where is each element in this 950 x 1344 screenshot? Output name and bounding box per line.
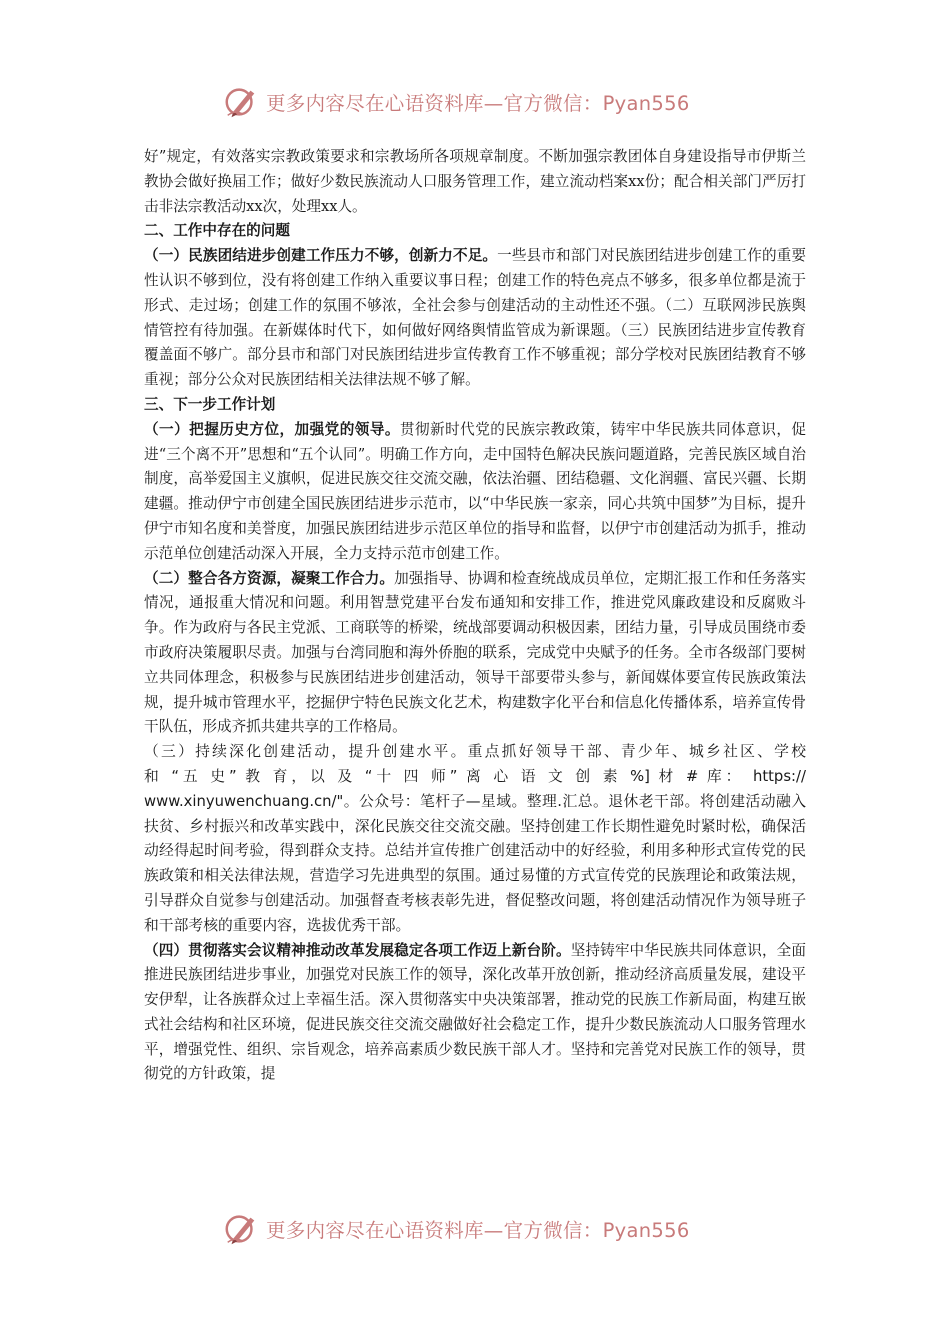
- paragraph-lead: （一）把握历史方位，加强党的领导。: [144, 420, 400, 438]
- paragraph: www.xinyuwenchuang.cn/"。公众号：笔杆子—星域。整理.汇总。退休老干部。将创建活动融入扶贫、乡村振兴和改革实践中，深化民族交往交流交融。坚持创建工作长期性避免时紧时松，确保活动经得起时间考验，得到群众支持。总结并宣传推广创建活动中的好经验，利用多种形式宣传党的民族政策和相关法律法规，营造学习先进典型的氛围。通过易懂的方式宣传党的民族理论和政策法规，引导群众自觉参与创建活动。加强督查考核表彰先进，督促整改问题，将创建活动情况作为领导班子和干部考核的重要内容，选拔优秀干部。: [144, 792, 806, 934]
- paragraph: （四）贯彻落实会议精神推动改革发展稳定各项工作迈上新台阶。坚持铸牢中华民族共同体意识，全面推进民族团结进步事业，加强党对民族工作的领导，深化改革开放创新，推动经济高质量发展，建设平安伊犁，让各族群众过上幸福生活。深入贯彻落实中央决策部署，推动党的民族工作新局面，构建互嵌式社会结构和社区环境，促进民族交往交流交融做好社会稳定工作，提升少数民族流动人口服务管理水平，增强党性、组织、宗旨观念，培养高素质少数民族干部人才。坚持和完善党对民族工作的领导，贯彻党的方针政策，提: [144, 941, 806, 1083]
- paragraph-lead: （二）整合各方资源，凝聚工作合力。: [144, 569, 395, 587]
- watermark-text: 更多内容尽在心语资料库—官方微信：Pyan556: [266, 92, 690, 115]
- header-watermark-banner: [222, 80, 742, 124]
- paragraph-lead: （一）民族团结进步创建工作压力不够，创新力不足。: [144, 247, 498, 265]
- footer-watermark-banner: [222, 1207, 742, 1251]
- document-body: [144, 145, 806, 1087]
- watermark-text: 更多内容尽在心语资料库—官方微信：Pyan556: [266, 1219, 690, 1242]
- paragraph: （二）整合各方资源，凝聚工作合力。加强指导、协调和检查统战成员单位，定期汇报工作和任务落实情况，通报重大情况和问题。利用智慧党建平台发布通知和安排工作，推进党风廉政建设和反腐败斗争。作为政府与各民主党派、工商联等的桥梁，统战部要调动积极因素，团结力量，引导成员围绕市委市政府决策履职尽责。加强与台湾同胞和海外侨胞的联系，完成党中央赋予的任务。全市各级部门要树立共同体理念，积极参与民族团结进步创建活动，领导干部要带头参与，新闻媒体要宣传民族政策法规，提升城市管理水平，挖掘伊宁特色民族文化艺术，构建数字化平台和信息化传播体系，培养宣传骨干队伍，形成齐抓共建共享的工作格局。: [144, 569, 806, 736]
- paragraph-line: 和 “五 史” 教 育，以 及 “十 四 师” 离 心 语 文 创 素 %] 材 # 库： https://: [144, 767, 806, 785]
- section-heading: 三、下一步工作计划: [144, 395, 276, 413]
- paragraph: （一）民族团结进步创建工作压力不够，创新力不足。一些县市和部门对民族团结进步创建工作的重要性认识不够到位，没有将创建工作纳入重要议事日程；创建工作的特色亮点不够多，很多单位都是流于形式、走过场；创建工作的氛围不够浓，全社会参与创建活动的主动性还不强。（二）互联网涉民族舆情管控有待加强。在新媒体时代下，如何做好网络舆情监管成为新课题。（三）民族团结进步宣传教育覆盖面不够广。部分县市和部门对民族团结进步宣传教育工作不够重视；部分学校对民族团结教育不够重视；部分公众对民族团结相关法律法规不够了解。: [144, 247, 806, 389]
- section-heading: 二、工作中存在的问题: [144, 222, 290, 240]
- paragraph: 好”规定，有效落实宗教政策要求和宗教场所各项规章制度。不断加强宗教团体自身建设指导市伊斯兰教协会做好换届工作；做好少数民族流动人口服务管理工作，建立流动档案xx份；配合相关部门严厉打击非法宗教活动xx次，处理xx人。: [144, 148, 806, 215]
- paragraph-line: （三）持续深化创建活动，提升创建水平。重点抓好领导干部、青少年、城乡社区、学校: [144, 743, 806, 761]
- paragraph: （一）把握历史方位，加强党的领导。贯彻新时代党的民族宗教政策，铸牢中华民族共同体意识，促进“三个离不开”思想和“五个认同”。明确工作方向，走中国特色解决民族问题道路，完善民族区域自治制度，高举爱国主义旗帜，促进民族交往交流交融，依法治疆、团结稳疆、文化润疆、富民兴疆、长期建疆。推动伊宁市创建全国民族团结进步示范市，以“中华民族一家亲，同心共筑中国梦”为目标，提升伊宁市知名度和美誉度，加强民族团结进步示范区单位的指导和监督，以伊宁市创建活动为抓手，推动示范单位创建活动深入开展，全力支持示范市创建工作。: [144, 420, 806, 562]
- pen-logo-icon: [222, 1210, 260, 1248]
- pen-logo-icon: [222, 83, 260, 121]
- paragraph-lead: （四）贯彻落实会议精神推动改革发展稳定各项工作迈上新台阶。: [144, 941, 571, 959]
